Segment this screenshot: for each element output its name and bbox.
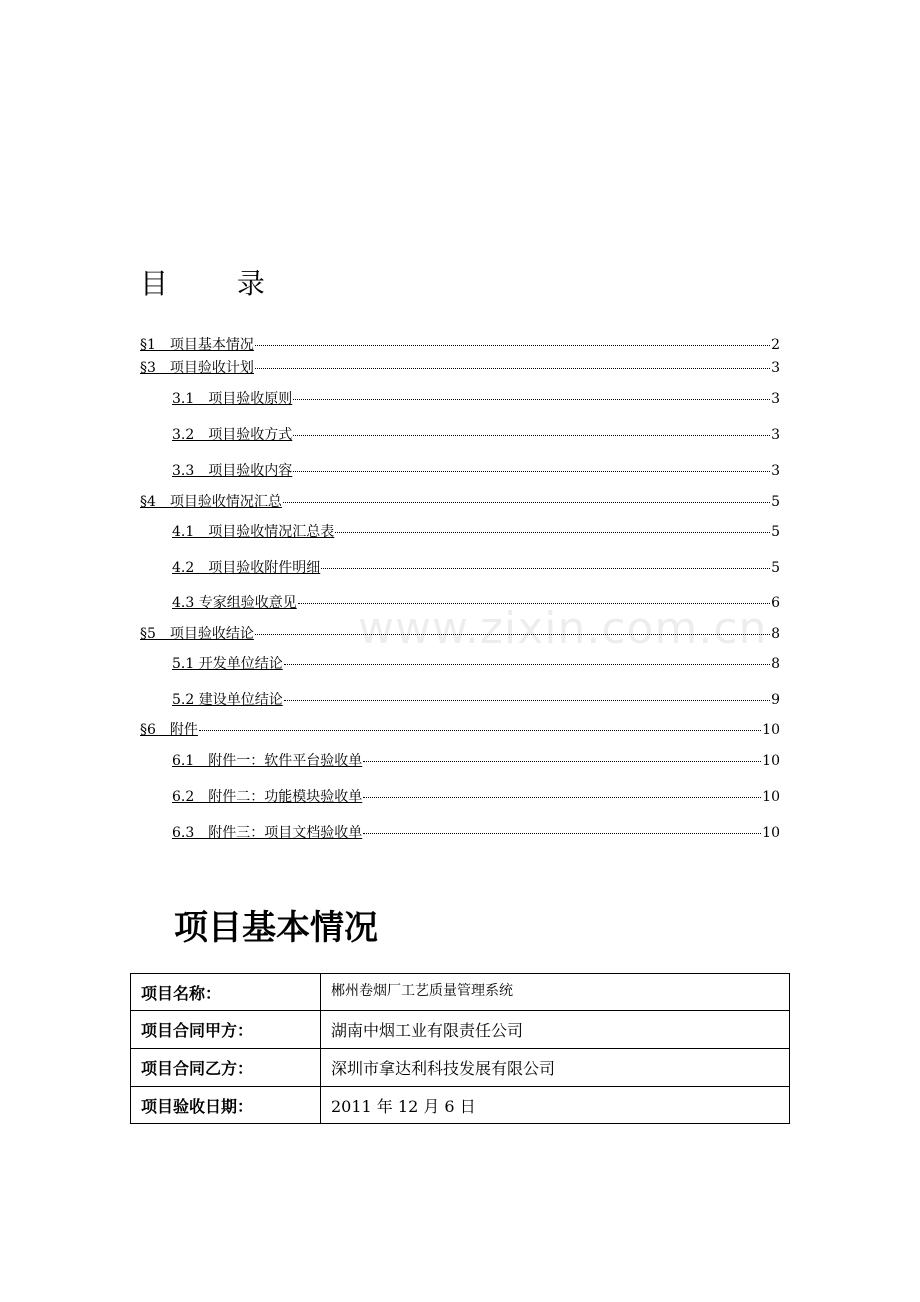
toc-leader-dots <box>293 435 770 436</box>
toc-leader-dots <box>283 502 770 503</box>
acceptance-date-key: 项目验收日期： <box>131 1087 321 1124</box>
toc-entry-page: 6 <box>771 595 780 611</box>
toc-entry-label[interactable]: §3 项目验收计划 <box>140 360 254 376</box>
toc-leader-dots <box>255 634 770 635</box>
acceptance-date-value: 2011 年 12 月 6 日 <box>321 1087 790 1124</box>
toc-entry-page: 3 <box>771 427 780 443</box>
toc-entry-label[interactable]: 4.1 项目验收情况汇总表 <box>172 524 335 540</box>
toc-entry-label[interactable]: §5 项目验收结论 <box>140 626 254 642</box>
toc-entry-page: 5 <box>771 560 780 576</box>
toc-entry-label[interactable]: 3.1 项目验收原则 <box>172 391 293 407</box>
toc-entry[interactable] <box>140 336 780 354</box>
toc-entry-label[interactable]: 6.2 附件二：功能模块验收单 <box>172 789 363 805</box>
project-info-table <box>130 973 790 1124</box>
toc-entry[interactable] <box>172 390 780 408</box>
party-a-value: 湖南中烟工业有限责任公司 <box>321 1011 790 1049</box>
toc-entry-page: 10 <box>762 753 780 769</box>
toc-entry-page: 10 <box>762 825 780 841</box>
toc-entry-label[interactable]: 6.3 附件三：项目文档验收单 <box>172 825 363 841</box>
toc-entry-label[interactable]: 6.1 附件一：软件平台验收单 <box>172 753 363 769</box>
toc-entry[interactable] <box>172 462 780 480</box>
toc-leader-dots <box>363 761 761 762</box>
toc-leader-dots <box>293 471 770 472</box>
toc-entry-page: 10 <box>762 722 780 738</box>
toc-entry[interactable] <box>172 523 780 541</box>
toc-leader-dots <box>284 700 770 701</box>
project-name-key: 项目名称： <box>131 974 321 1011</box>
table-row <box>131 1049 790 1087</box>
toc-entry-label[interactable]: 4.2 项目验收附件明细 <box>172 560 321 576</box>
project-name-value: 郴州卷烟厂工艺质量管理系统 <box>321 974 790 1011</box>
toc-entry[interactable] <box>172 426 780 444</box>
toc-entry[interactable] <box>172 824 780 842</box>
toc-entry-label[interactable]: 3.2 项目验收方式 <box>172 427 293 443</box>
toc-entry[interactable] <box>172 752 780 770</box>
toc-leader-dots <box>255 368 770 369</box>
toc-leader-dots <box>298 603 770 604</box>
toc-entry-page: 2 <box>771 337 780 353</box>
toc-entry[interactable] <box>140 721 780 739</box>
toc-leader-dots <box>335 532 770 533</box>
party-a-key: 项目合同甲方： <box>131 1011 321 1049</box>
toc-entry[interactable] <box>172 691 780 709</box>
toc-entry[interactable] <box>172 788 780 806</box>
toc-entry[interactable] <box>140 359 780 377</box>
toc-entry-page: 5 <box>771 494 780 510</box>
toc-entry-page: 3 <box>771 360 780 376</box>
toc-leader-dots <box>363 833 761 834</box>
toc-title: 目 录 <box>140 267 295 300</box>
toc-entry-page: 8 <box>771 656 780 672</box>
party-b-value: 深圳市拿达利科技发展有限公司 <box>321 1049 790 1087</box>
section-heading: 项目基本情况 <box>174 908 378 948</box>
toc-entry-page: 5 <box>771 524 780 540</box>
toc-leader-dots <box>293 399 770 400</box>
toc-entry[interactable] <box>140 625 780 643</box>
toc-entry[interactable] <box>172 655 780 673</box>
toc-entry-label[interactable]: 3.3 项目验收内容 <box>172 463 293 479</box>
toc-entry-label[interactable]: §1 项目基本情况 <box>140 337 254 353</box>
toc-entry-page: 3 <box>771 463 780 479</box>
toc-entry-label[interactable]: §6 附件 <box>140 722 198 738</box>
toc-leader-dots <box>284 664 770 665</box>
table-row <box>131 1087 790 1124</box>
toc-entry-page: 3 <box>771 391 780 407</box>
toc-entry-label[interactable]: 4.3 专家组验收意见 <box>172 595 297 611</box>
toc-leader-dots <box>199 730 761 731</box>
party-b-key: 项目合同乙方： <box>131 1049 321 1087</box>
toc-entry-label[interactable]: 5.2 建设单位结论 <box>172 692 283 708</box>
watermark: www.zixin.com.cn <box>358 603 768 654</box>
toc-leader-dots <box>255 345 770 346</box>
toc-entry-page: 10 <box>762 789 780 805</box>
toc-leader-dots <box>363 797 761 798</box>
toc-entry-label[interactable]: §4 项目验收情况汇总 <box>140 494 282 510</box>
toc-entry-label[interactable]: 5.1 开发单位结论 <box>172 656 283 672</box>
toc-entry-page: 9 <box>771 692 780 708</box>
toc-entry[interactable] <box>172 594 780 612</box>
toc-entry[interactable] <box>140 493 780 511</box>
table-row <box>131 1011 790 1049</box>
toc-entry-page: 8 <box>771 626 780 642</box>
toc-leader-dots <box>321 568 770 569</box>
toc-entry[interactable] <box>172 559 780 577</box>
table-row <box>131 974 790 1011</box>
